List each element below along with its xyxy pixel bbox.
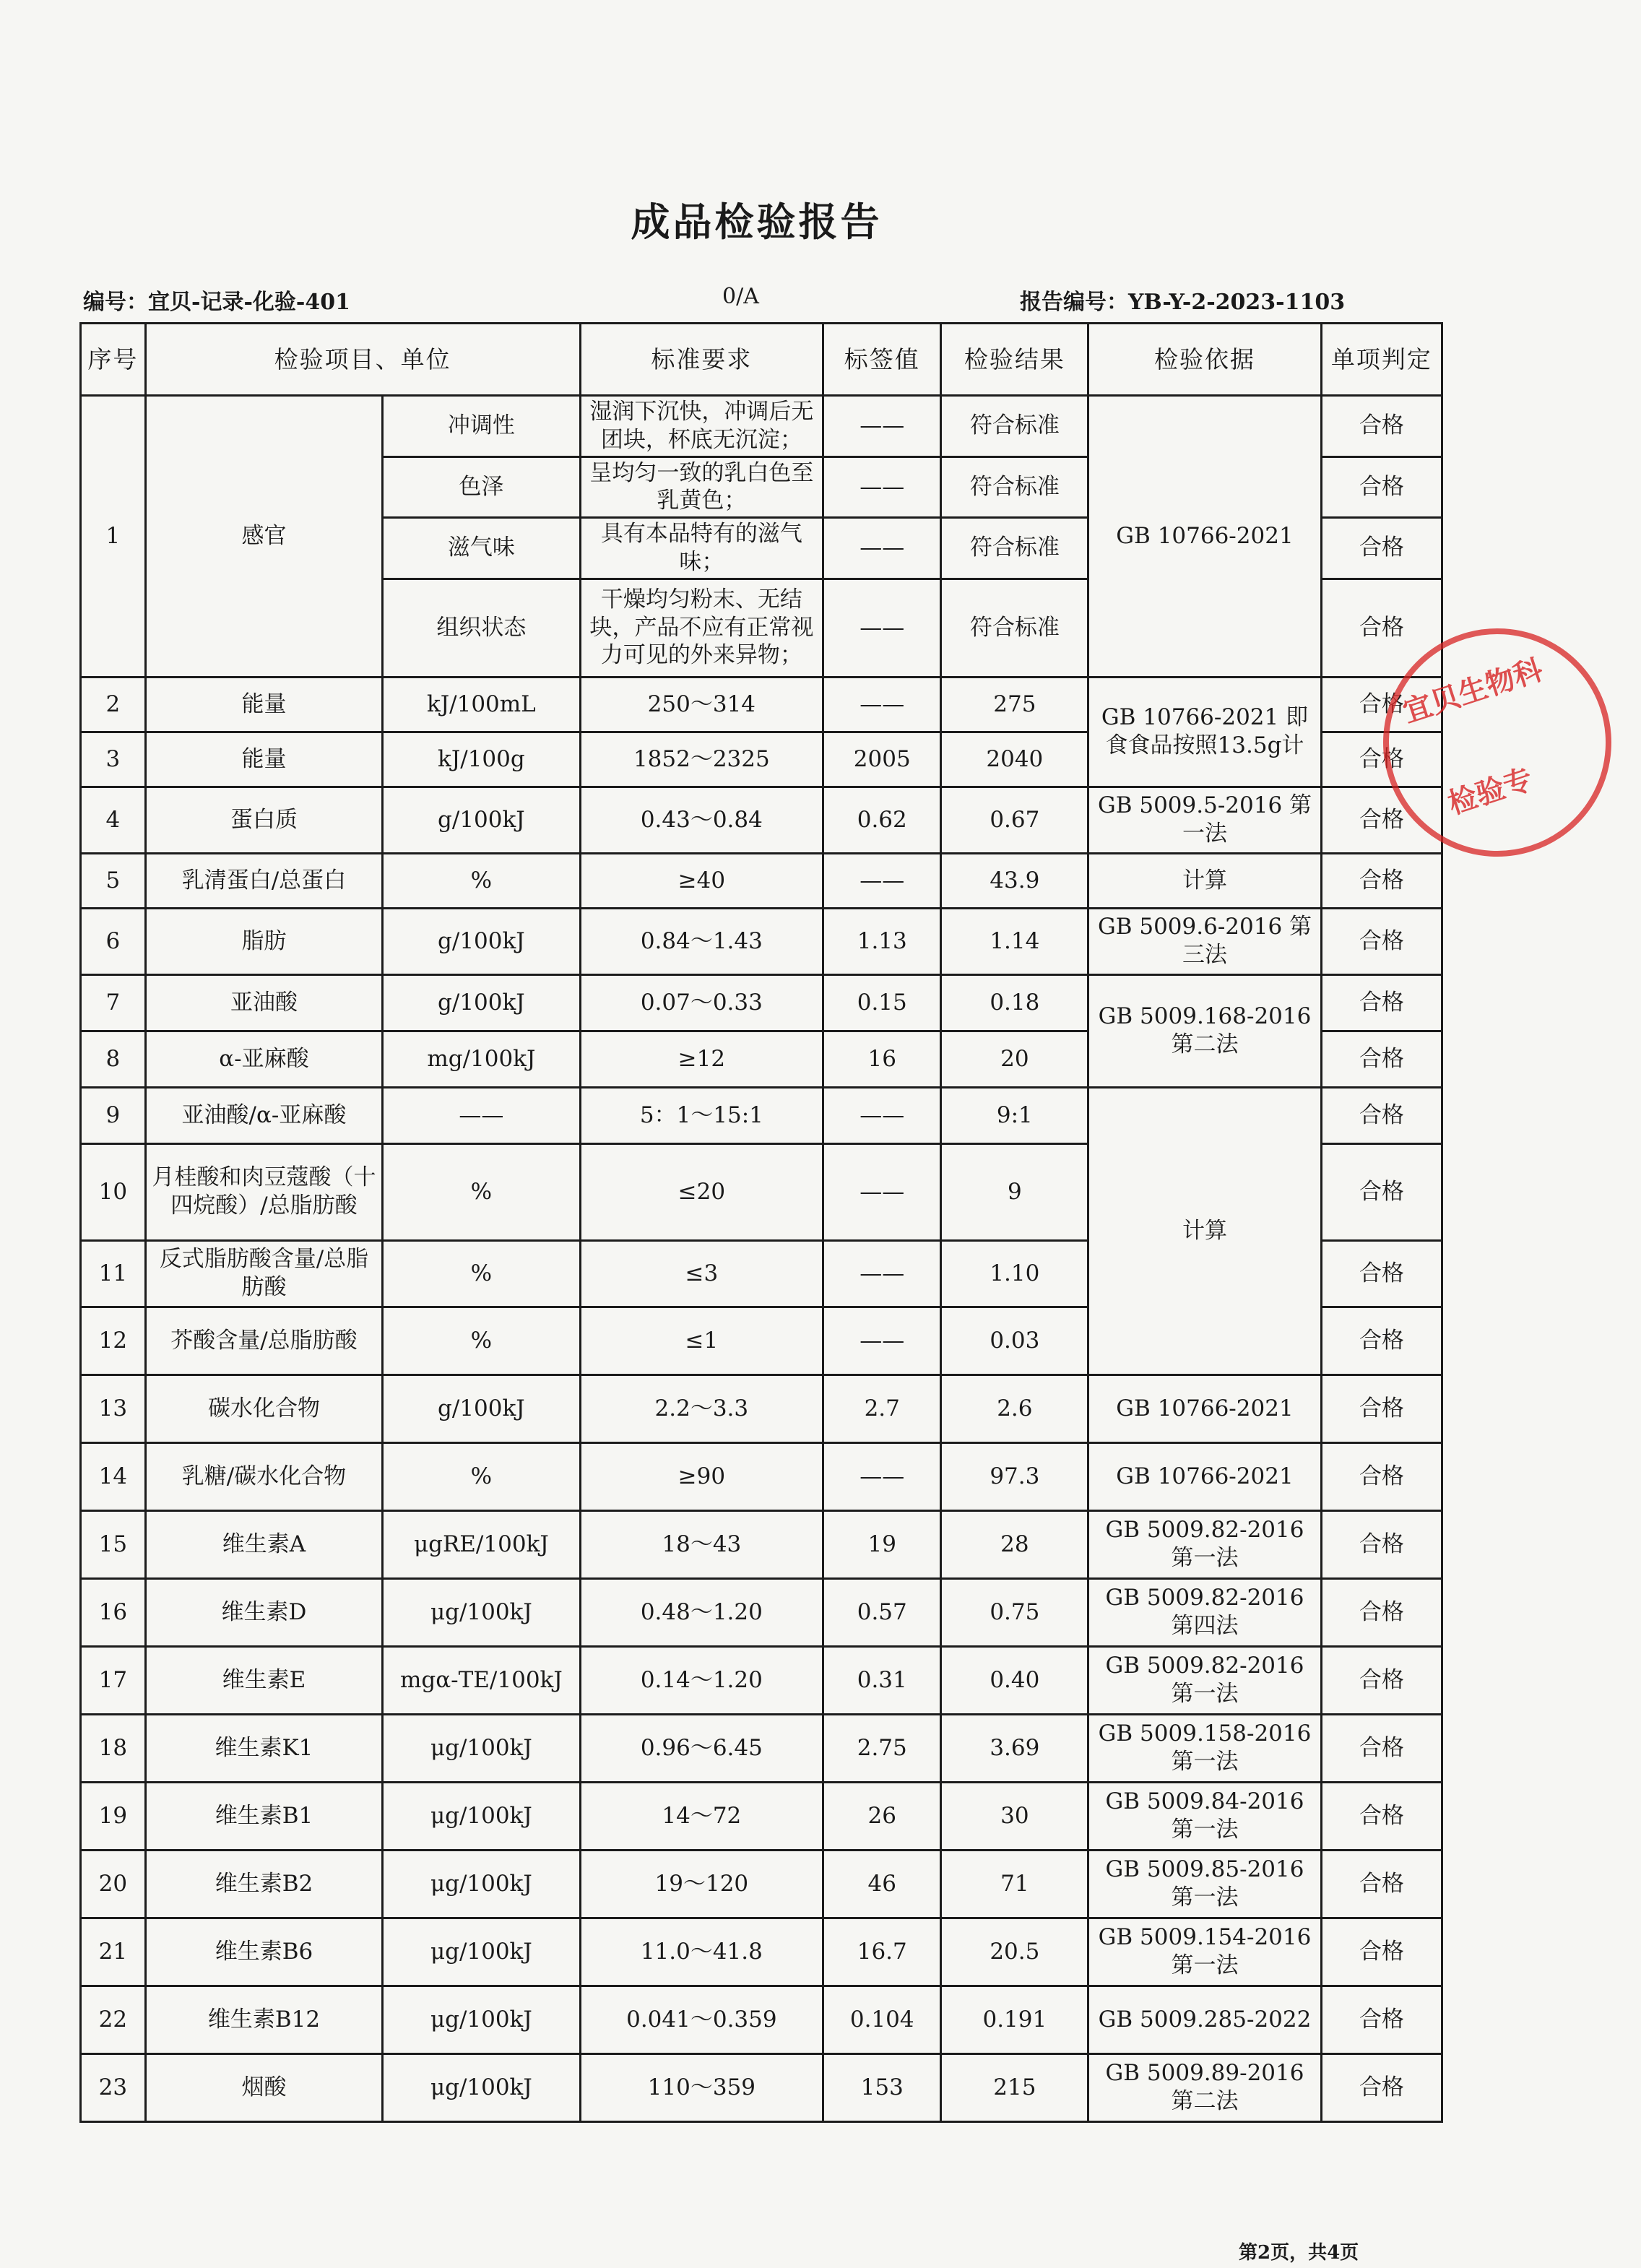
label-value: —— bbox=[823, 518, 941, 579]
unit: kJ/100mL bbox=[383, 677, 580, 732]
label-value: 0.15 bbox=[823, 974, 941, 1031]
verdict: 合格 bbox=[1321, 1087, 1442, 1143]
item-name: 能量 bbox=[145, 677, 382, 732]
result: 97.3 bbox=[941, 1442, 1088, 1510]
item-name: 能量 bbox=[145, 732, 382, 787]
standard: 0.041～0.359 bbox=[580, 1986, 823, 2053]
standard: 250～314 bbox=[580, 677, 823, 732]
result: 3.69 bbox=[941, 1714, 1088, 1782]
stamp-text-bottom: 检验专 bbox=[1444, 762, 1537, 821]
row-no: 3 bbox=[81, 732, 146, 787]
row-no: 19 bbox=[81, 1782, 146, 1850]
table-row bbox=[81, 2053, 1442, 2121]
standard: 呈均匀一致的乳白色至乳黄色； bbox=[580, 456, 823, 518]
standard: 2.2～3.3 bbox=[580, 1375, 823, 1442]
table-row bbox=[81, 1375, 1442, 1442]
verdict: 合格 bbox=[1321, 1240, 1442, 1307]
unit: μg/100kJ bbox=[383, 2053, 580, 2121]
verdict: 合格 bbox=[1321, 974, 1442, 1031]
table-header bbox=[81, 324, 1442, 396]
result: 0.18 bbox=[941, 974, 1088, 1031]
basis: GB 10766-2021 bbox=[1088, 1375, 1321, 1442]
row-no: 9 bbox=[81, 1087, 146, 1143]
item-name: 反式脂肪酸含量/总脂肪酸 bbox=[145, 1240, 382, 1307]
row-no: 15 bbox=[81, 1510, 146, 1578]
verdict: 合格 bbox=[1321, 908, 1442, 974]
result: 28 bbox=[941, 1510, 1088, 1578]
basis: GB 5009.168-2016 第二法 bbox=[1088, 974, 1321, 1087]
item-name: 维生素B1 bbox=[145, 1782, 382, 1850]
result: 符合标准 bbox=[941, 579, 1088, 677]
unit: μg/100kJ bbox=[383, 1918, 580, 1986]
standard: 19～120 bbox=[580, 1850, 823, 1918]
label-value: 46 bbox=[823, 1850, 941, 1918]
row-no: 11 bbox=[81, 1240, 146, 1307]
label-value: 2.7 bbox=[823, 1375, 941, 1442]
sensory-group: 感官 bbox=[145, 396, 382, 678]
item-name: 亚油酸 bbox=[145, 974, 382, 1031]
standard: 1852～2325 bbox=[580, 732, 823, 787]
result: 275 bbox=[941, 677, 1088, 732]
basis: GB 5009.6-2016 第三法 bbox=[1088, 908, 1321, 974]
verdict: 合格 bbox=[1321, 1442, 1442, 1510]
result: 0.67 bbox=[941, 787, 1088, 853]
row-no: 12 bbox=[81, 1307, 146, 1375]
result: 43.9 bbox=[941, 853, 1088, 908]
col-result: 检验结果 bbox=[941, 324, 1088, 396]
basis: GB 10766-2021 即食食品按照13.5g计 bbox=[1088, 677, 1321, 787]
item-name: 滋气味 bbox=[383, 518, 580, 579]
verdict: 合格 bbox=[1321, 1918, 1442, 1986]
basis: GB 5009.154-2016 第一法 bbox=[1088, 1918, 1321, 1986]
unit: μg/100kJ bbox=[383, 1782, 580, 1850]
unit: μg/100kJ bbox=[383, 1714, 580, 1782]
result: 符合标准 bbox=[941, 456, 1088, 518]
item-name: 月桂酸和肉豆蔻酸（十四烷酸）/总脂肪酸 bbox=[145, 1143, 382, 1240]
verdict: 合格 bbox=[1321, 1578, 1442, 1646]
item-name: 维生素D bbox=[145, 1578, 382, 1646]
result: 9 bbox=[941, 1143, 1088, 1240]
result: 符合标准 bbox=[941, 396, 1088, 457]
unit: g/100kJ bbox=[383, 908, 580, 974]
basis: GB 5009.285-2022 bbox=[1088, 1986, 1321, 2053]
standard: 0.48～1.20 bbox=[580, 1578, 823, 1646]
verdict: 合格 bbox=[1321, 396, 1442, 457]
row-no: 8 bbox=[81, 1031, 146, 1087]
standard: ≤3 bbox=[580, 1240, 823, 1307]
standard: ≤1 bbox=[580, 1307, 823, 1375]
label-value: 0.62 bbox=[823, 787, 941, 853]
unit: g/100kJ bbox=[383, 974, 580, 1031]
row-no: 13 bbox=[81, 1375, 146, 1442]
row-no: 23 bbox=[81, 2053, 146, 2121]
result: 2040 bbox=[941, 732, 1088, 787]
standard: ≤20 bbox=[580, 1143, 823, 1240]
item-name: 维生素E bbox=[145, 1646, 382, 1714]
row-no: 17 bbox=[81, 1646, 146, 1714]
verdict: 合格 bbox=[1321, 1143, 1442, 1240]
label-value: —— bbox=[823, 677, 941, 732]
standard: 干燥均匀粉末、无结块，产品不应有正常视力可见的外来异物； bbox=[580, 579, 823, 677]
result: 0.191 bbox=[941, 1986, 1088, 2053]
standard: 0.43～0.84 bbox=[580, 787, 823, 853]
standard: ≥90 bbox=[580, 1442, 823, 1510]
row-no: 18 bbox=[81, 1714, 146, 1782]
item-name: 组织状态 bbox=[383, 579, 580, 677]
unit: mg/100kJ bbox=[383, 1031, 580, 1087]
basis: GB 5009.82-2016 第四法 bbox=[1088, 1578, 1321, 1646]
item-name: 乳糖/碳水化合物 bbox=[145, 1442, 382, 1510]
unit: % bbox=[383, 1307, 580, 1375]
verdict: 合格 bbox=[1321, 1714, 1442, 1782]
standard: ≥40 bbox=[580, 853, 823, 908]
table-row bbox=[81, 1986, 1442, 2053]
verdict: 合格 bbox=[1321, 1375, 1442, 1442]
row-no: 21 bbox=[81, 1918, 146, 1986]
row-no: 4 bbox=[81, 787, 146, 853]
unit: % bbox=[383, 1143, 580, 1240]
label-value: 19 bbox=[823, 1510, 941, 1578]
col-no: 序号 bbox=[81, 324, 146, 396]
unit: —— bbox=[383, 1087, 580, 1143]
table-row bbox=[81, 1442, 1442, 1510]
table-row bbox=[81, 1578, 1442, 1646]
standard: 110～359 bbox=[580, 2053, 823, 2121]
label-value: 16.7 bbox=[823, 1918, 941, 1986]
standard: ≥12 bbox=[580, 1031, 823, 1087]
result: 0.40 bbox=[941, 1646, 1088, 1714]
table-row bbox=[81, 1087, 1442, 1143]
unit: % bbox=[383, 1442, 580, 1510]
label-value: —— bbox=[823, 1307, 941, 1375]
result: 20 bbox=[941, 1031, 1088, 1087]
verdict: 合格 bbox=[1321, 1031, 1442, 1087]
item-name: α-亚麻酸 bbox=[145, 1031, 382, 1087]
inspection-table bbox=[79, 322, 1443, 2123]
table-row bbox=[81, 1714, 1442, 1782]
basis: 计算 bbox=[1088, 853, 1321, 908]
unit: kJ/100g bbox=[383, 732, 580, 787]
unit: μg/100kJ bbox=[383, 1578, 580, 1646]
item-name: 脂肪 bbox=[145, 908, 382, 974]
verdict: 合格 bbox=[1321, 456, 1442, 518]
basis: GB 5009.84-2016 第一法 bbox=[1088, 1782, 1321, 1850]
col-label: 标签值 bbox=[823, 324, 941, 396]
label-value: —— bbox=[823, 396, 941, 457]
label-value: 153 bbox=[823, 2053, 941, 2121]
verdict: 合格 bbox=[1321, 1986, 1442, 2053]
unit: μg/100kJ bbox=[383, 1986, 580, 2053]
standard: 湿润下沉快，冲调后无团块，杯底无沉淀； bbox=[580, 396, 823, 457]
result: 2.6 bbox=[941, 1375, 1088, 1442]
col-item: 检验项目、单位 bbox=[145, 324, 580, 396]
result: 9:1 bbox=[941, 1087, 1088, 1143]
label-value: —— bbox=[823, 1240, 941, 1307]
result: 1.14 bbox=[941, 908, 1088, 974]
item-name: 亚油酸/α-亚麻酸 bbox=[145, 1087, 382, 1143]
result: 0.75 bbox=[941, 1578, 1088, 1646]
standard: 0.84～1.43 bbox=[580, 908, 823, 974]
standard: 11.0～41.8 bbox=[580, 1918, 823, 1986]
basis: GB 5009.5-2016 第一法 bbox=[1088, 787, 1321, 853]
verdict: 合格 bbox=[1321, 787, 1442, 853]
label-value: —— bbox=[823, 1143, 941, 1240]
basis: GB 5009.82-2016 第一法 bbox=[1088, 1510, 1321, 1578]
table-row bbox=[81, 396, 1442, 457]
basis: 计算 bbox=[1088, 1087, 1321, 1375]
unit: g/100kJ bbox=[383, 787, 580, 853]
item-name: 碳水化合物 bbox=[145, 1375, 382, 1442]
label-value: 16 bbox=[823, 1031, 941, 1087]
standard: 0.07～0.33 bbox=[580, 974, 823, 1031]
report-number: 报告编号：YB-Y-2-2023-1103 bbox=[1020, 290, 1346, 315]
label-value: —— bbox=[823, 1087, 941, 1143]
unit: % bbox=[383, 853, 580, 908]
row-no: 22 bbox=[81, 1986, 146, 2053]
col-verdict: 单项判定 bbox=[1321, 324, 1442, 396]
result: 0.03 bbox=[941, 1307, 1088, 1375]
label-value: 1.13 bbox=[823, 908, 941, 974]
label-value: —— bbox=[823, 853, 941, 908]
standard: 18～43 bbox=[580, 1510, 823, 1578]
basis: GB 10766-2021 bbox=[1088, 396, 1321, 678]
table-row bbox=[81, 908, 1442, 974]
item-name: 色泽 bbox=[383, 456, 580, 518]
col-basis: 检验依据 bbox=[1088, 324, 1321, 396]
verdict: 合格 bbox=[1321, 732, 1442, 787]
standard: 5：1～15:1 bbox=[580, 1087, 823, 1143]
label-value: 26 bbox=[823, 1782, 941, 1850]
page-number: 第2页，共4页 bbox=[1239, 2242, 1359, 2264]
verdict: 合格 bbox=[1321, 853, 1442, 908]
item-name: 维生素A bbox=[145, 1510, 382, 1578]
unit: mgα-TE/100kJ bbox=[383, 1646, 580, 1714]
row-no: 5 bbox=[81, 853, 146, 908]
row-no: 1 bbox=[81, 396, 146, 678]
result: 符合标准 bbox=[941, 518, 1088, 579]
result: 71 bbox=[941, 1850, 1088, 1918]
label-value: 0.104 bbox=[823, 1986, 941, 2053]
item-name: 维生素K1 bbox=[145, 1714, 382, 1782]
item-name: 维生素B12 bbox=[145, 1986, 382, 2053]
row-no: 7 bbox=[81, 974, 146, 1031]
unit: % bbox=[383, 1240, 580, 1307]
verdict: 合格 bbox=[1321, 1850, 1442, 1918]
table-row bbox=[81, 1850, 1442, 1918]
item-name: 烟酸 bbox=[145, 2053, 382, 2121]
version: 0/A bbox=[722, 284, 759, 309]
basis: GB 5009.82-2016 第一法 bbox=[1088, 1646, 1321, 1714]
table-row bbox=[81, 677, 1442, 732]
label-value: 0.57 bbox=[823, 1578, 941, 1646]
row-no: 10 bbox=[81, 1143, 146, 1240]
standard: 具有本品特有的滋气味； bbox=[580, 518, 823, 579]
table-row bbox=[81, 853, 1442, 908]
row-no: 16 bbox=[81, 1578, 146, 1646]
standard: 14～72 bbox=[580, 1782, 823, 1850]
row-no: 20 bbox=[81, 1850, 146, 1918]
page-title: 成品检验报告 bbox=[631, 199, 883, 245]
table-row bbox=[81, 1646, 1442, 1714]
result: 20.5 bbox=[941, 1918, 1088, 1986]
label-value: 2.75 bbox=[823, 1714, 941, 1782]
standard: 0.96～6.45 bbox=[580, 1714, 823, 1782]
item-name: 芥酸含量/总脂肪酸 bbox=[145, 1307, 382, 1375]
unit: μg/100kJ bbox=[383, 1850, 580, 1918]
basis: GB 5009.158-2016 第一法 bbox=[1088, 1714, 1321, 1782]
item-name: 蛋白质 bbox=[145, 787, 382, 853]
item-name: 维生素B6 bbox=[145, 1918, 382, 1986]
row-no: 14 bbox=[81, 1442, 146, 1510]
verdict: 合格 bbox=[1321, 1510, 1442, 1578]
item-name: 冲调性 bbox=[383, 396, 580, 457]
record-code: 编号：宜贝-记录-化验-401 bbox=[83, 290, 350, 315]
label-value: —— bbox=[823, 579, 941, 677]
verdict: 合格 bbox=[1321, 1782, 1442, 1850]
verdict: 合格 bbox=[1321, 1307, 1442, 1375]
basis: GB 5009.89-2016 第二法 bbox=[1088, 2053, 1321, 2121]
row-no: 6 bbox=[81, 908, 146, 974]
label-value: —— bbox=[823, 1442, 941, 1510]
item-name: 维生素B2 bbox=[145, 1850, 382, 1918]
row-no: 2 bbox=[81, 677, 146, 732]
verdict: 合格 bbox=[1321, 677, 1442, 732]
item-name: 乳清蛋白/总蛋白 bbox=[145, 853, 382, 908]
result: 30 bbox=[941, 1782, 1088, 1850]
basis: GB 10766-2021 bbox=[1088, 1442, 1321, 1510]
result: 1.10 bbox=[941, 1240, 1088, 1307]
stamp-text-top: 宜贝生物科 bbox=[1399, 653, 1547, 730]
basis: GB 5009.85-2016 第一法 bbox=[1088, 1850, 1321, 1918]
verdict: 合格 bbox=[1321, 2053, 1442, 2121]
table-row bbox=[81, 1782, 1442, 1850]
result: 215 bbox=[941, 2053, 1088, 2121]
unit: g/100kJ bbox=[383, 1375, 580, 1442]
col-standard: 标准要求 bbox=[580, 324, 823, 396]
verdict: 合格 bbox=[1321, 1646, 1442, 1714]
unit: μgRE/100kJ bbox=[383, 1510, 580, 1578]
verdict: 合格 bbox=[1321, 579, 1442, 677]
standard: 0.14～1.20 bbox=[580, 1646, 823, 1714]
label-value: 2005 bbox=[823, 732, 941, 787]
label-value: 0.31 bbox=[823, 1646, 941, 1714]
table-row bbox=[81, 1918, 1442, 1986]
table-row bbox=[81, 787, 1442, 853]
label-value: —— bbox=[823, 456, 941, 518]
table-row bbox=[81, 974, 1442, 1031]
table-row bbox=[81, 1510, 1442, 1578]
verdict: 合格 bbox=[1321, 518, 1442, 579]
